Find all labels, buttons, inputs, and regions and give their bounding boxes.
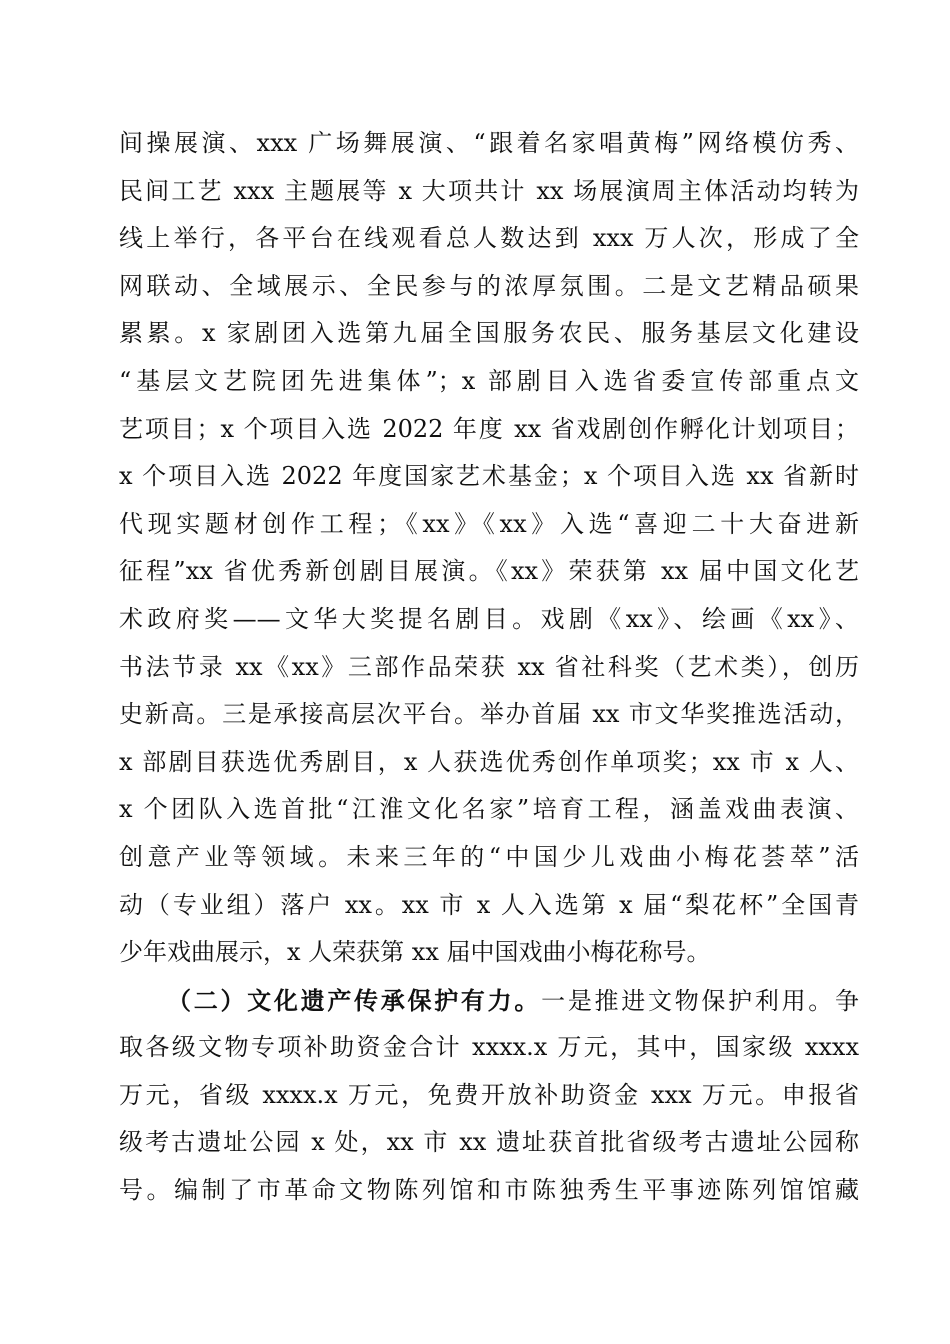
- text-line: x 个团队入选首批“江淮文化名家”培育工程，涵盖戏曲表演、: [119, 795, 859, 824]
- text-line: 万元，省级 xxxx.x 万元，免费开放补助资金 xxx 万元。申报省: [119, 1080, 859, 1109]
- text-line: 艺项目；x 个项目入选 2022 年度 xx 省戏剧创作孵化计划项目；: [119, 414, 859, 443]
- text-line: x 部剧目获选优秀剧目，x 人获选优秀创作单项奖；xx 市 x 人、: [119, 747, 859, 776]
- text-line: 征程”xx 省优秀新创剧目展演。《xx》荣获第 xx 届中国文化艺: [119, 557, 859, 586]
- text-line: “基层文艺院团先进集体”；x 部剧目入选省委宣传部重点文: [119, 366, 859, 395]
- text-line: 史新高。三是承接高层次平台。举办首届 xx 市文华奖推选活动，: [119, 700, 859, 729]
- text-line: 民间工艺 xxx 主题展等 x 大项共计 xx 场展演周主体活动均转为: [119, 176, 859, 205]
- text-line: 间操展演、xxx 广场舞展演、“跟着名家唱黄梅”网络模仿秀、: [119, 129, 859, 157]
- text-line: x 个项目入选 2022 年度国家艺术基金；x 个项目入选 xx 省新时: [119, 462, 859, 491]
- text-line: 取各级文物专项补助资金合计 xxxx.x 万元，其中，国家级 xxxx: [119, 1033, 859, 1062]
- text-line: 书法节录 xx《xx》三部作品荣获 xx 省社科奖（艺术类），创历: [119, 652, 859, 681]
- text-line: 号。编制了市革命文物陈列馆和市陈独秀生平事迹陈列馆馆藏: [119, 1176, 859, 1205]
- text-line: 动（专业组）落户 xx。xx 市 x 人入选第 x 届“梨花杯”全国青: [119, 890, 859, 919]
- section-2-heading: （二）文化遗产传承保护有力。: [167, 985, 542, 1015]
- section-2-first-line: [119, 977, 859, 1025]
- text-line: 级考古遗址公园 x 处，xx 市 xx 遗址获首批省级考古遗址公园称: [119, 1128, 859, 1157]
- text-line: 代现实题材创作工程；《xx》《xx》入选“喜迎二十大奋进新: [119, 509, 859, 538]
- text-line: 术政府奖——文华大奖提名剧目。戏剧《xx》、绘画《xx》、: [119, 604, 859, 633]
- body-text: [119, 120, 859, 1215]
- text-line: 累累。x 家剧团入选第九届全国服务农民、服务基层文化建设: [119, 319, 859, 348]
- section-2-first-line-text: 一是推进文物保护利用。争: [541, 986, 860, 1015]
- paragraph-end-line: 少年戏曲展示，x 人荣获第 xx 届中国戏曲小梅花称号。: [119, 938, 711, 967]
- text-line: 线上举行，各平台在线观看总人数达到 xxx 万人次，形成了全: [119, 224, 859, 253]
- text-line: 网联动、全域展示、全民参与的浓厚氛围。二是文艺精品硕果: [119, 271, 859, 300]
- text-line: 创意产业等领域。未来三年的“中国少儿戏曲小梅花荟萃”活: [119, 842, 859, 871]
